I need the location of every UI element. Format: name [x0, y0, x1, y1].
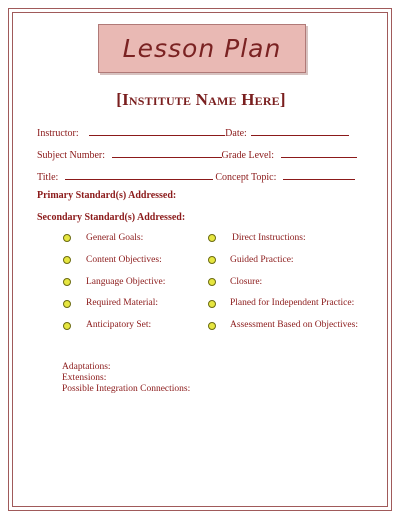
list-item-independent-practice: Planed for Independent Practice: — [230, 298, 355, 308]
bullet-icon — [208, 278, 216, 286]
date-label: Date: — [225, 128, 247, 139]
bullet-icon — [208, 234, 216, 242]
list-item-direct-instructions: Direct Instructions: — [232, 233, 306, 243]
institute-name-text: [Institute Name Here] — [116, 90, 286, 109]
bullet-icon — [208, 322, 216, 330]
integration-connections-label: Possible Integration Connections: — [62, 384, 191, 394]
institute-name — [0, 90, 402, 110]
subject-number-field[interactable] — [112, 148, 222, 158]
concept-topic-label: Concept Topic: — [215, 172, 277, 183]
title-field[interactable] — [65, 170, 213, 180]
page-title: Lesson Plan — [122, 34, 282, 63]
title-row — [37, 170, 355, 183]
extensions-label: Extensions: — [62, 373, 107, 383]
instructor-field[interactable] — [89, 126, 225, 136]
subject-number-label: Subject Number: — [37, 150, 106, 161]
primary-standards-heading: Primary Standard(s) Addressed: — [37, 190, 177, 201]
grade-level-field[interactable] — [281, 148, 357, 158]
adaptations-label: Adaptations: — [62, 362, 111, 372]
title-banner — [98, 24, 306, 73]
list-item-assessment: Assessment Based on Objectives: — [230, 320, 358, 330]
subject-row — [37, 148, 357, 161]
list-item-general-goals: General Goals: — [86, 233, 144, 243]
instructor-label: Instructor: — [37, 128, 79, 139]
list-item-content-objectives: Content Objectives: — [86, 255, 162, 265]
concept-topic-field[interactable] — [283, 170, 355, 180]
bullet-icon — [63, 300, 71, 308]
bullet-icon — [63, 256, 71, 264]
bullet-icon — [63, 278, 71, 286]
title-label: Title: — [37, 172, 59, 183]
list-item-language-objective: Language Objective: — [86, 277, 166, 287]
bullet-icon — [63, 234, 71, 242]
date-field[interactable] — [251, 126, 349, 136]
instructor-row — [37, 126, 349, 139]
grade-level-label: Grade Level: — [221, 150, 275, 161]
bullet-icon — [208, 300, 216, 308]
bullet-icon — [208, 256, 216, 264]
list-item-anticipatory-set: Anticipatory Set: — [86, 320, 152, 330]
list-item-guided-practice: Guided Practice: — [230, 255, 294, 265]
bullet-icon — [63, 322, 71, 330]
secondary-standards-heading: Secondary Standard(s) Addressed: — [37, 212, 186, 223]
list-item-required-material: Required Material: — [86, 298, 159, 308]
list-item-closure: Closure: — [230, 277, 263, 287]
